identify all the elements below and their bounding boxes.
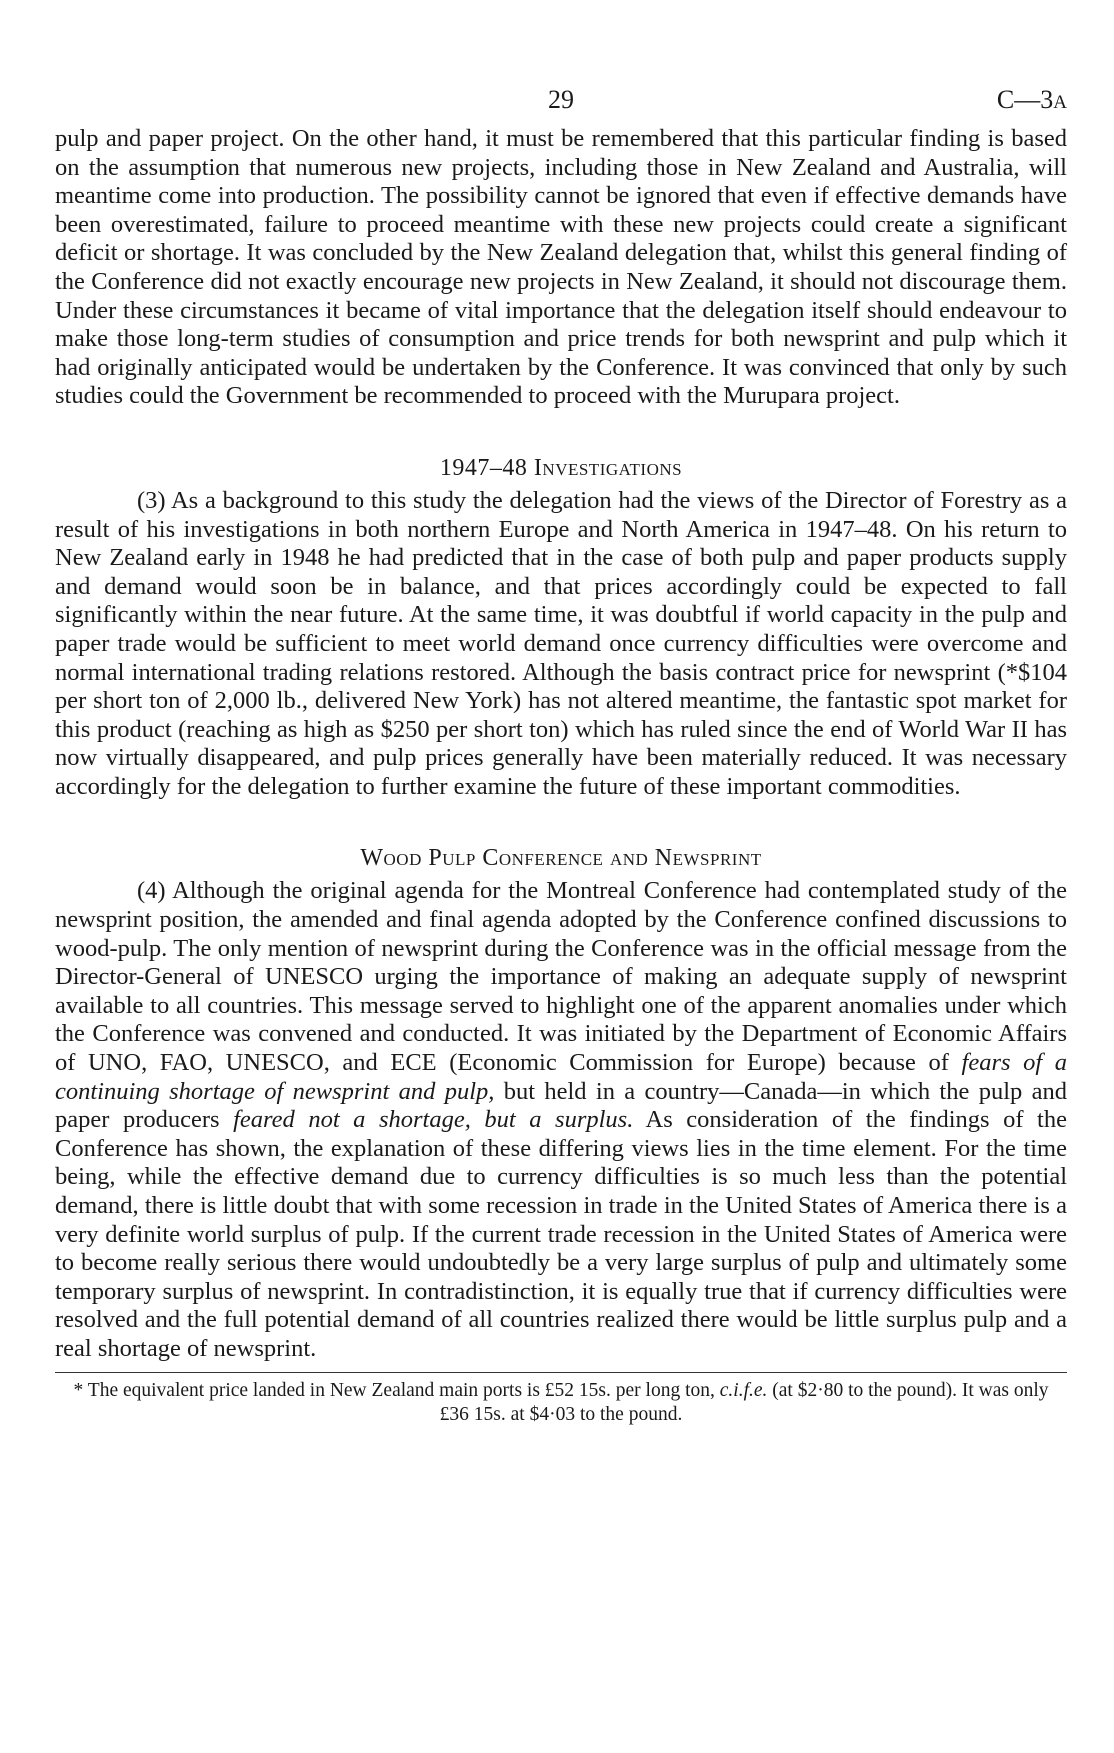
footnote-part1: * The equivalent price landed in New Zealand main ports is £52 15s. per long ton, (73, 1379, 720, 1401)
conference-italic-fears: fears of a continuing shortage of newsprint and pulp, (55, 1049, 1067, 1105)
paragraph-conference (55, 877, 1067, 1363)
conference-italic-surplus: feared not a shortage, but a surplus. (233, 1106, 634, 1134)
conference-text-part1: (4) Although the original agenda for the Montreal Conference had contemplated study of the newsprint position, the amended and final agenda adopted by the Conference confined discussions to wood-pulp. The only mention of newsprint during the Conference was in the official message from the Director-General of UNESCO urging the importance of making an adequate supply of newsprint available to all countries. This message served to highlight one of the apparent anomalies under which the Conference was convened and conducted. It was initiated by the Department of Economic Affairs of UNO, FAO, UNESCO, and ECE (Economic Commission for Europe) because of (55, 877, 1067, 1077)
conference-text-part2: but held in a country—Canada—in which the pulp and paper producers (55, 1077, 1067, 1134)
document-reference-main: C—3 (996, 85, 1054, 114)
footnote-divider (55, 1372, 1067, 1373)
intro-paragraph: pulp and paper project. On the other hand, it must be remembered that this particular finding is based on the assumption that numerous new projects, including those in New Zealand and Australia, will meantime come into production. The possibility cannot be ignored that even if effective demands have been overestimated, failure to proceed meantime with these new projects could create a significant deficit or shortage. It was concluded by the New Zealand delegation that, whilst this general finding of the Conference did not exactly encourage new projects in New Zealand, it should not discourage them. Under these circumstances it became of vital importance that the delegation itself should endeavour to make those long-term studies of consumption and price trends for both newsprint and pulp which it had originally anticipated would be undertaken by the Conference. It was convinced that only by such studies could the Government be recommended to proceed with the Murupara project. (55, 125, 1067, 410)
page-number: 29 (548, 85, 574, 114)
document-reference-suffix: A (1053, 92, 1067, 113)
conference-text-part3: As consideration of the findings of the Conference has shown, the explanation of these differing views lies in the time element. For the time being, while the effective demand due to currency difficulties is so much less than the potential demand, there is little doubt that with some recession in trade in the United States of America there is a very definite world surplus of pulp. If the current trade recession in the United States of America were to become really serious there would undoubtedly be a very large surplus of pulp and ultimately some temporary surplus of newsprint. In contradistinction, it is equally true that if currency difficulties were resolved and the full potential demand of all countries realized there would be little surplus pulp and a real shortage of newsprint. (55, 1106, 1067, 1362)
document-page (55, 85, 1067, 1427)
paragraph-investigations: (3) As a background to this study the delegation had the views of the Director of Forestry as a result of his investigations in both northern Europe and North America in 1947–48. On his return to New Zealand early in 1948 he had predicted that in the case of both pulp and paper products supply and demand would soon be in balance, and that prices accordingly could be expected to fall significantly within the near future. At the same time, it was doubtful if world capacity in the pulp and paper trade would be sufficient to meet world demand once currency difficulties were overcome and normal international trading relations restored. Although the basis contract price for newsprint (*$104 per short ton of 2,000 lb., delivered New York) has not altered meantime, the fantastic spot market for this product (reaching as high as $250 per short ton) which has ruled since the end of World War II has now virtually disappeared, and pulp prices generally have been materially reduced. It was necessary accordingly for the delegation to further examine the future of these important commodities. (55, 486, 1067, 800)
section-heading-investigations: 1947–48 Investigations (439, 454, 683, 481)
section-heading-conference: Wood Pulp Conference and Newsprint (360, 845, 762, 872)
page-header (55, 85, 1067, 125)
document-reference (997, 85, 1067, 115)
footnote (55, 1379, 1067, 1427)
footnote-part2: (at $2·80 to the pound). It was only £36 15s. at $4·03 to the pound. (439, 1379, 1049, 1425)
footnote-italic: c.i.f.e. (719, 1379, 768, 1401)
